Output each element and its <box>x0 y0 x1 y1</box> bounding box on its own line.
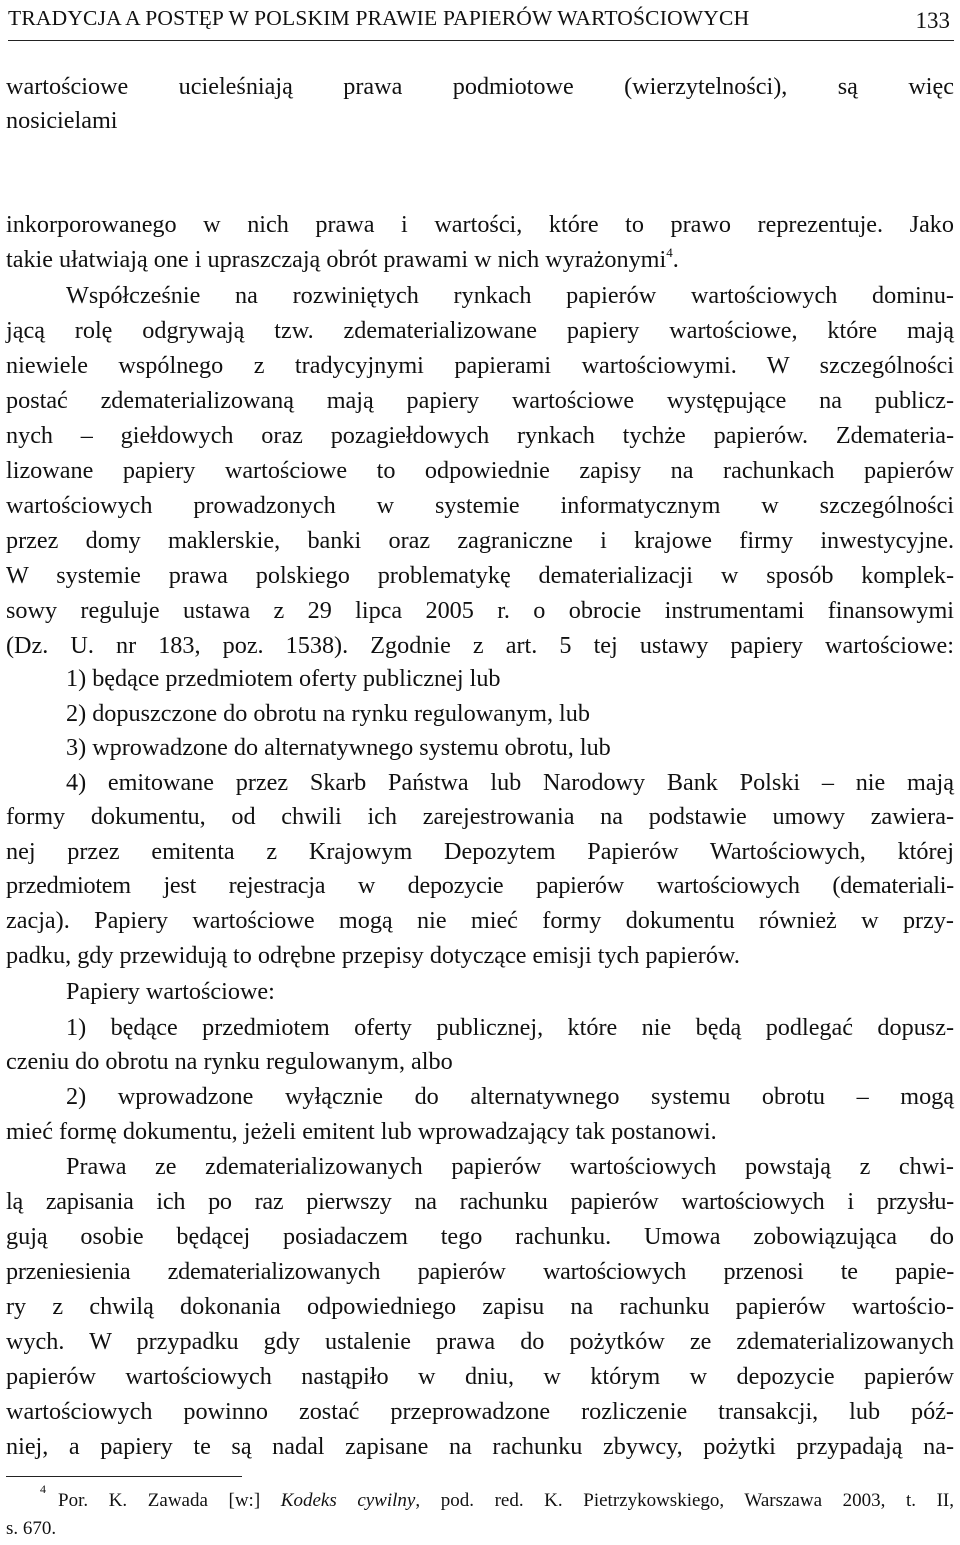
footnote-span: , pod. red. K. Pietrzykowskiego, Warszawa 2003, t. II, <box>415 1490 954 1511</box>
text-line: wartościowe ucieleśniają prawa podmiotowe (wierzytelności), są więc <box>6 73 954 100</box>
text-span: takie ułatwiają one i upraszczają obrót prawami w nich wyrażonymi <box>6 246 667 273</box>
text-line: Współcześnie na rozwiniętych rynkach papierów wartościowych dominu- <box>66 282 954 309</box>
text-line: inkorporowanego w nich prawa i wartości, które to prawo reprezentuje. Jako <box>6 211 954 238</box>
list-item: 1) będące przedmiotem oferty publicznej lub <box>66 665 501 692</box>
page-number: 133 <box>915 8 950 33</box>
text-line: nej przez emitenta z Krajowym Depozytem Papierów Wartościowych, której <box>6 838 954 865</box>
text-line: wych. W przypadku gdy ustalenie prawa do pożytków ze zdematerializowanych <box>6 1328 954 1355</box>
list-item: 1) będące przedmiotem oferty publicznej, które nie będą podlegać dopusz- <box>66 1014 954 1041</box>
list-item: 3) wprowadzone do alternatywnego systemu obrotu, lub <box>66 734 611 761</box>
footnote-text-continued: s. 670. <box>6 1518 57 1539</box>
text-span: . <box>672 246 679 273</box>
text-line: przedmiotem jest rejestracja w depozycie papierów wartościowych (demateriali- <box>6 872 954 899</box>
text-line <box>6 243 954 277</box>
text-line: mieć formę dokumentu, jeżeli emitent lub wprowadzający tak postanowi. <box>6 1118 717 1145</box>
running-title: TRADYCJA A POSTĘP W POLSKIM PRAWIE PAPIERÓW WARTOŚCIOWYCH <box>8 6 750 30</box>
list-item: 2) wprowadzone wyłącznie do alternatywnego systemu obrotu – mogą <box>66 1083 954 1110</box>
footnote-span: Por. K. Zawada [w:] <box>58 1490 281 1511</box>
footnote-reference: 4 <box>666 245 673 260</box>
text-line: lizowane papiery wartościowe to odpowiednie zapisy na rachunkach papierów <box>6 457 954 484</box>
text-line: postać zdematerializowaną mają papiery wartościowe występujące na publicz- <box>6 387 954 414</box>
footnote-separator <box>6 1476 242 1477</box>
text-line: sowy reguluje ustawa z 29 lipca 2005 r. o obrocie instrumentami finansowymi <box>6 597 954 624</box>
text-line: lą zapisania ich po raz pierwszy na rachunku papierów wartościowych i przysłu- <box>6 1188 954 1215</box>
footnote-number: 4 <box>40 1482 46 1496</box>
text-line: czeniu do obrotu na rynku regulowanym, albo <box>6 1048 453 1075</box>
list-item: 4) emitowane przez Skarb Państwa lub Narodowy Bank Polski – nie mają <box>66 769 954 796</box>
text-line: papierów wartościowych nastąpiło w dniu, w którym w depozycie papierów <box>6 1363 954 1390</box>
text-line: gują osobie będącej posiadaczem tego rachunku. Umowa zobowiązująca do <box>6 1223 954 1250</box>
text-line: przeniesienia zdematerializowanych papierów wartościowych przenosi te papie- <box>6 1258 954 1285</box>
text-line: ry z chwilą dokonania odpowiedniego zapisu na rachunku papierów wartościo- <box>6 1293 954 1320</box>
running-header <box>8 2 954 41</box>
text-line: padku, gdy przewidują to odrębne przepisy dotyczące emisji tych papierów. <box>6 942 740 969</box>
text-line: (Dz. U. nr 183, poz. 1538). Zgodnie z art. 5 tej ustawy papiery wartościowe: <box>6 632 954 659</box>
text-line: formy dokumentu, od chwili ich zarejestrowania na podstawie umowy zawiera- <box>6 803 954 830</box>
text-line: wartościowych prowadzonych w systemie informatycznym w szczególności <box>6 492 954 519</box>
text-line: nosicielami <box>6 107 118 134</box>
footnote-book-title: Kodeks cywilny <box>280 1490 416 1511</box>
text-line: niej, a papiery te są nadal zapisane na rachunku zbywcy, pożytki przypadają na- <box>6 1433 954 1460</box>
text-line: niewiele wspólnego z tradycyjnymi papierami wartościowymi. W szczególności <box>6 352 954 379</box>
text-line: Papiery wartościowe: <box>66 978 275 1005</box>
list-item: 2) dopuszczone do obrotu na rynku regulowanym, lub <box>66 700 590 727</box>
footnote-text <box>58 1488 954 1514</box>
text-line: nych – giełdowych oraz pozagiełdowych rynkach tychże papierów. Zdemateria- <box>6 422 954 449</box>
text-line: W systemie prawa polskiego problematykę dematerializacji w sposób komplek- <box>6 562 954 589</box>
text-line: jącą rolę odgrywają tzw. zdematerializowane papiery wartościowe, które mają <box>6 317 954 344</box>
text-line: Prawa ze zdematerializowanych papierów wartościowych powstają z chwi- <box>66 1153 954 1180</box>
text-line: wartościowych powinno zostać przeprowadzone rozliczenie transakcji, lub póź- <box>6 1398 954 1425</box>
text-line: zacja). Papiery wartościowe mogą nie mieć formy dokumentu również w przy- <box>6 907 954 934</box>
text-line: przez domy maklerskie, banki oraz zagraniczne i krajowe firmy inwestycyjne. <box>6 527 954 554</box>
